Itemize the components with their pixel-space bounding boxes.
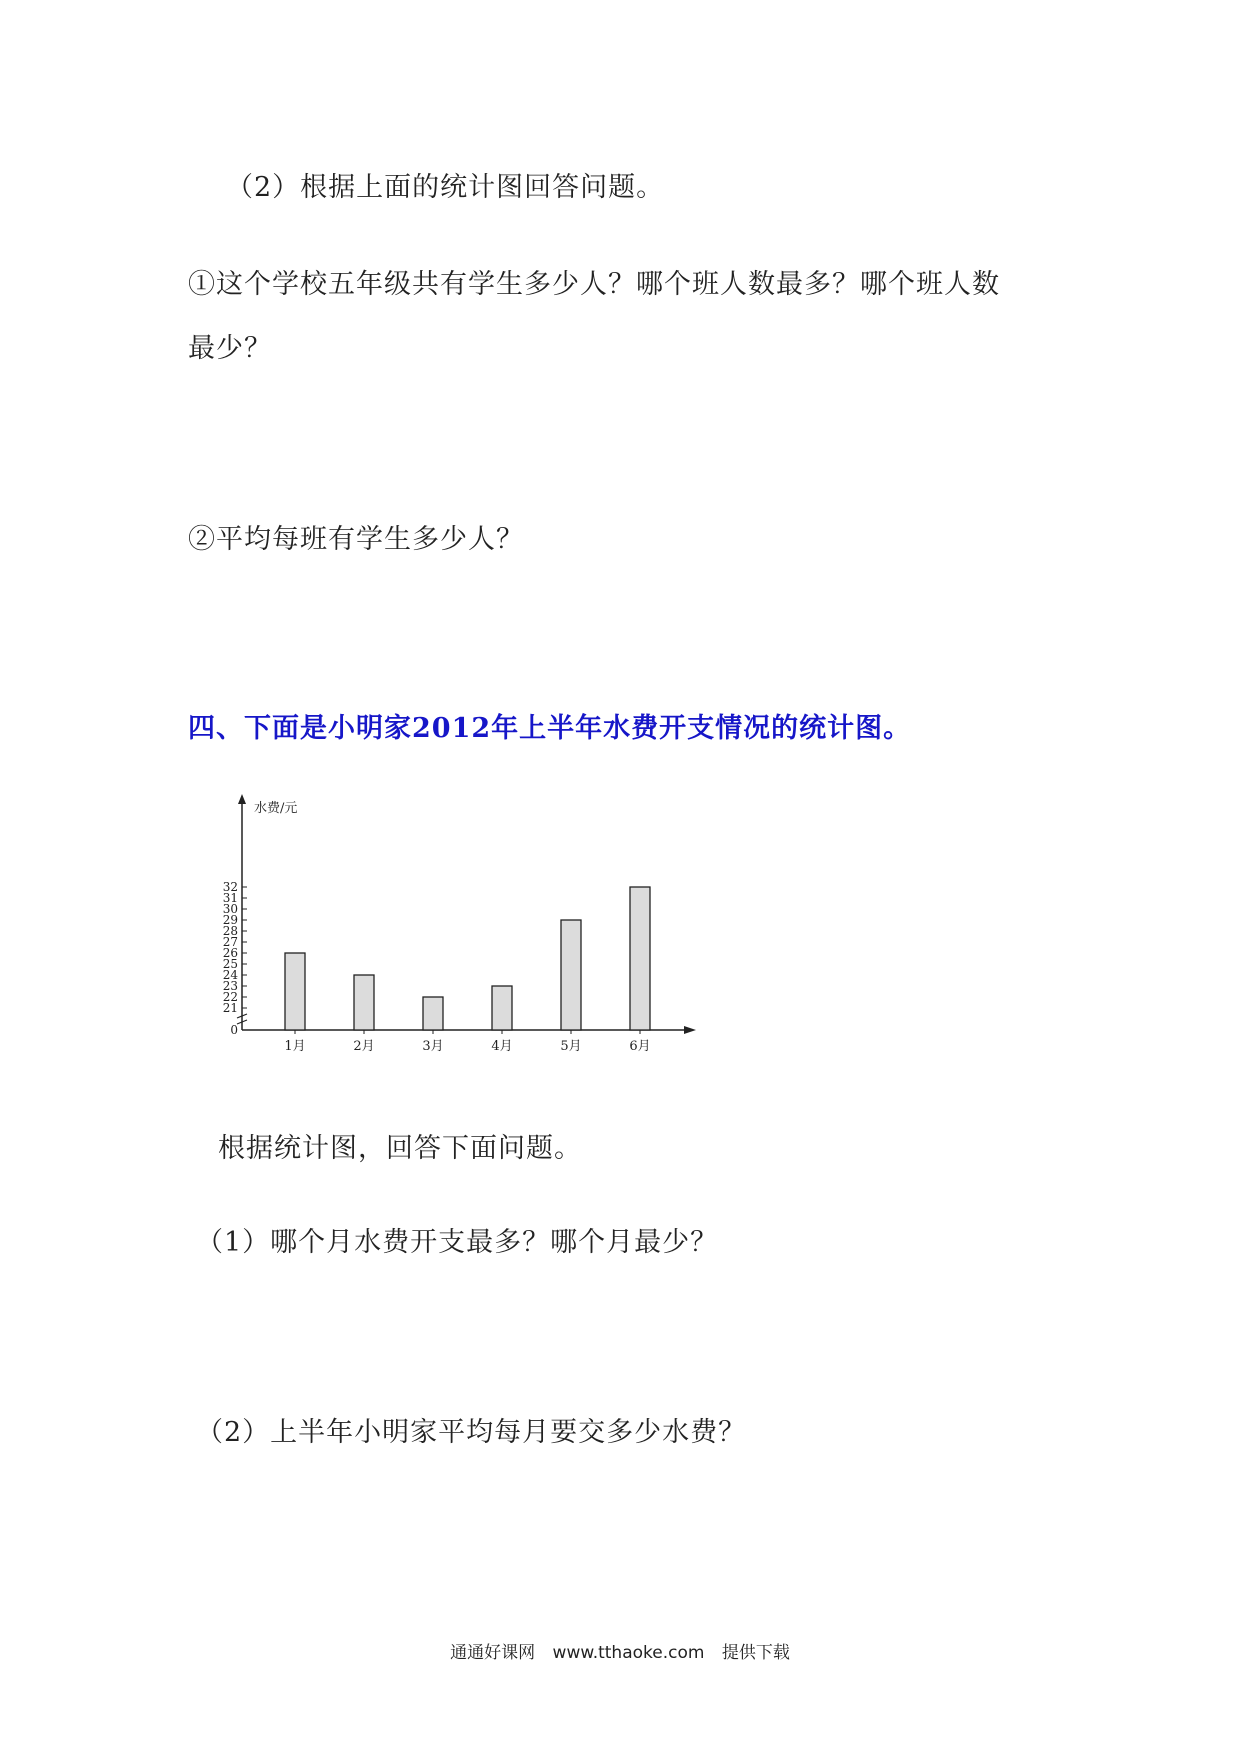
chart-y-axis-label: 水费/元 [254, 801, 298, 816]
bar-4 [492, 986, 512, 1030]
y-tick-label: 32 [222, 880, 238, 894]
chart-x-labels [284, 1030, 650, 1054]
question-2-1-line1: ①这个学校五年级共有学生多少人？哪个班人数最多？哪个班人数 [188, 269, 1000, 300]
y-tick-label: 21 [222, 1001, 238, 1015]
y-tick-label: 26 [222, 946, 238, 960]
y-tick-label: 24 [222, 968, 238, 982]
x-tick-label: 2月 [353, 1039, 375, 1054]
water-fee-bar-chart [222, 788, 722, 1068]
bar-5 [561, 920, 581, 1030]
x-tick-label: 1月 [284, 1039, 306, 1054]
bar-2 [354, 975, 374, 1030]
y-tick-label: 22 [222, 990, 238, 1004]
y-tick-label: 25 [222, 957, 238, 971]
bar-1 [285, 953, 305, 1030]
y-tick-label: 28 [222, 924, 238, 938]
x-axis-arrow [684, 1026, 696, 1034]
y-tick-label: 31 [222, 891, 238, 905]
bar-6 [630, 887, 650, 1030]
bar-3 [423, 997, 443, 1030]
section-4-question-1: （1）哪个月水费开支最多？哪个月最少？ [196, 1227, 719, 1258]
question-2-1-line2: 最少？ [188, 333, 272, 364]
x-tick-label: 6月 [629, 1039, 651, 1054]
y-axis-arrow [238, 794, 246, 804]
section-4-question-2: （2）上半年小明家平均每月要交多少水费？ [196, 1417, 747, 1448]
chart-axes [237, 794, 696, 1034]
x-tick-label: 4月 [491, 1039, 513, 1054]
question-2-intro: （2）根据上面的统计图回答问题。 [226, 172, 665, 203]
section-4-heading: 四、下面是小明家2012年上半年水费开支情况的统计图。 [188, 713, 912, 744]
footer [0, 1638, 1240, 1663]
y-tick-label: 0 [230, 1023, 238, 1037]
y-tick-label: 29 [222, 913, 238, 927]
y-tick-label: 30 [222, 902, 238, 916]
footer-suffix: 提供下载 [721, 1643, 790, 1663]
chart-bars [285, 887, 650, 1030]
chart-y-ticks [223, 880, 247, 1037]
y-tick-label: 23 [222, 979, 238, 993]
y-tick-label: 27 [222, 935, 238, 949]
x-tick-label: 5月 [560, 1039, 582, 1054]
question-2-2: ②平均每班有学生多少人？ [188, 524, 524, 555]
footer-url[interactable]: www.tthaoke.com [552, 1643, 705, 1663]
section-4-instruction: 根据统计图，回答下面问题。 [218, 1133, 582, 1164]
x-tick-label: 3月 [422, 1039, 444, 1054]
footer-site-name: 通通好课网 [450, 1643, 536, 1663]
